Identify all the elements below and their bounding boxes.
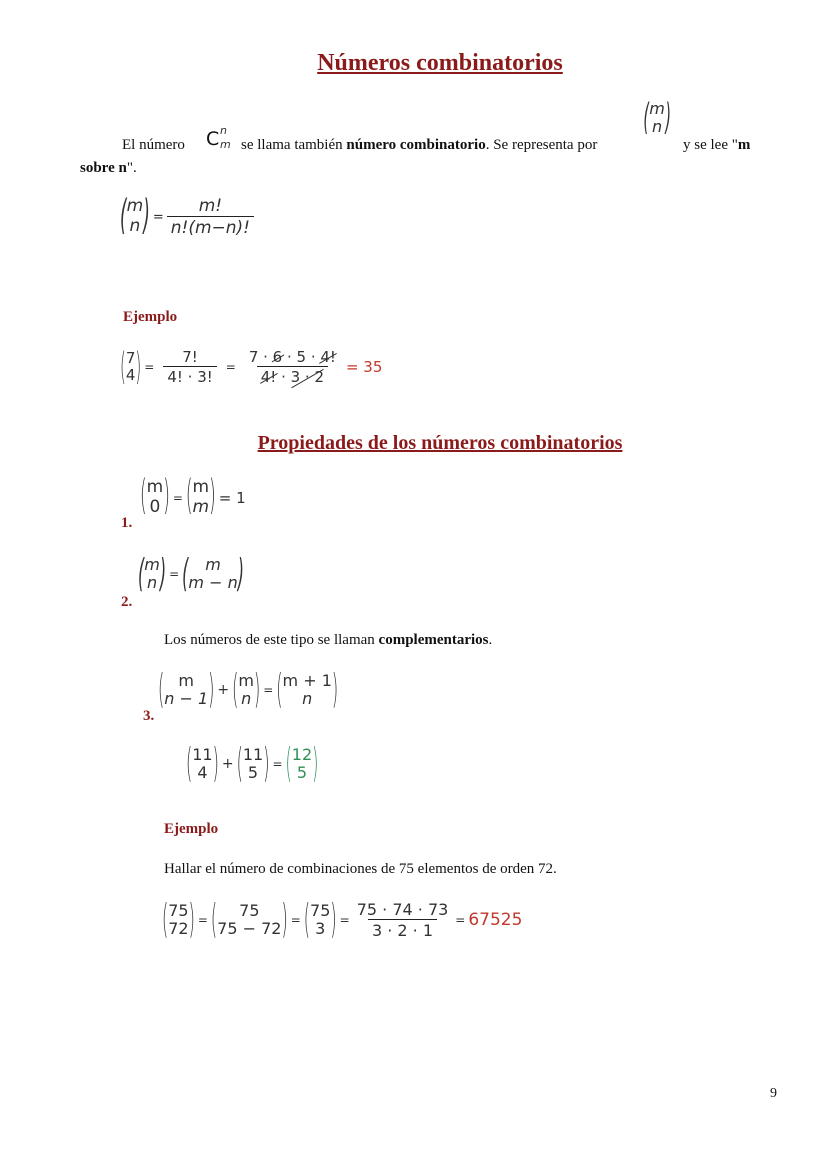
example-2-formula: ( 75 72 ) = ( 75 75 − 72 ) = ( 75 3 ) = $\frac{75 \cdot 74 \cdot 73}{3 \cdot 2 \cdot 1}$ = 67525 — [162, 895, 523, 943]
example-1-label: Ejemplo — [123, 309, 178, 325]
binom-m-n-inline: ( m n ) — [643, 95, 671, 140]
intro-text-3: . Se representa por — [485, 137, 598, 153]
example-2-result: 67525 — [468, 910, 523, 930]
property-2-number: 2. — [121, 594, 133, 610]
intro-bold-2: m — [737, 137, 751, 153]
property-3-formula: ( m n − 1 ) + ( m n ) = ( m + 1 n ) — [158, 665, 339, 713]
property-3-example: ( 11 4 ) + ( 11 5 ) = ( 12 5 ) — [186, 739, 319, 787]
intro-bold-1: número combinatorio — [346, 137, 486, 153]
property-2-formula: ( m n ) = ( m m − n ) — [138, 550, 244, 596]
property-3-example-result: ( 12 5 ) — [285, 739, 319, 787]
intro-bold-3: sobre n — [80, 160, 127, 176]
intro-paragraph — [80, 95, 770, 177]
page-number: 9 — [770, 1086, 777, 1101]
property-1-formula: ( m 0 ) = ( m m ) = 1 — [140, 472, 246, 521]
intro-text-2: se llama también — [241, 137, 343, 153]
example-1-result: = 35 — [345, 358, 383, 376]
example-2-statement: Hallar el número de combinaciones de 75 elementos de orden 72. — [164, 861, 557, 877]
example-1-formula: ( 7 4 ) = $\frac{7!}{4! \cdot 3!}$ = $\frac{7 \cdot 6 \cdot 5 \cdot 4!}{4! \cdot 3 \cdot 2}$ = 35 — [120, 343, 383, 389]
cnm-symbol: C n m — [206, 124, 231, 151]
intro-text-5: ". — [126, 160, 137, 176]
intro-text-4: y se lee " — [683, 137, 738, 153]
page-title: Números combinatorios — [317, 50, 563, 76]
properties-title: Propiedades de los números combinatorios — [257, 432, 623, 454]
combinatorial-formula: ( m n ) = $\frac{m!}{n!(m-n)!}$ — [120, 196, 254, 238]
complementary-note: Los números de este tipo se llaman complementarios. — [164, 632, 493, 648]
example-2-label: Ejemplo — [164, 821, 219, 837]
property-1-number: 1. — [121, 515, 133, 531]
property-3-number: 3. — [143, 708, 155, 724]
intro-text-1: El número — [122, 137, 185, 153]
